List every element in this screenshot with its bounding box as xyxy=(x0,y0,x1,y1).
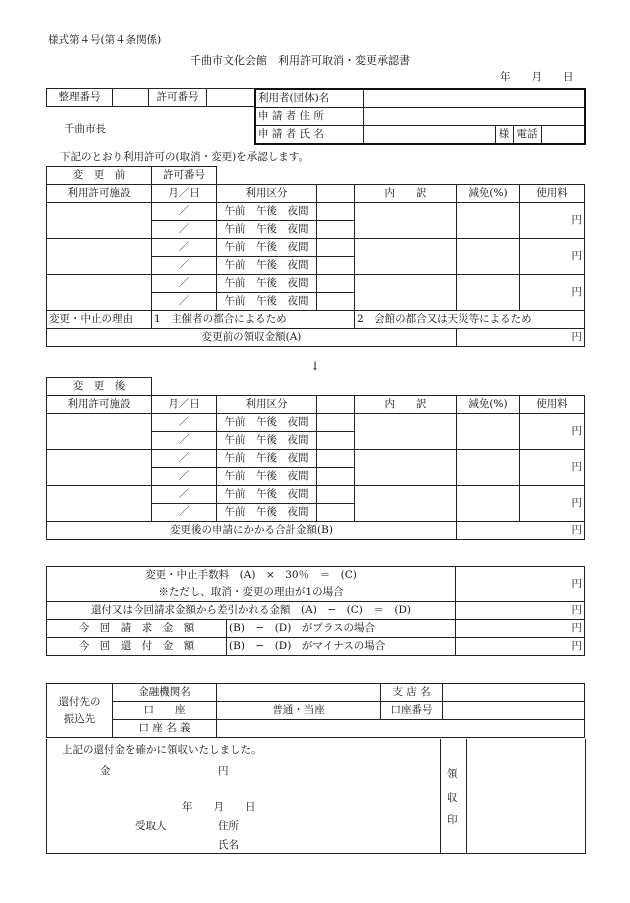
after-total-label: 変更後の申請にかかる合計金額(B) xyxy=(47,522,457,540)
reduction-field[interactable] xyxy=(457,450,520,486)
claim-formula: (B) − (D) がプラスの場合 xyxy=(227,620,456,638)
facility-field[interactable] xyxy=(47,486,152,522)
seiri-value-field[interactable] xyxy=(113,89,149,107)
reason-option-1[interactable]: 1 主催者の都合によるため xyxy=(152,311,355,329)
bank-name-field[interactable] xyxy=(217,684,381,702)
return-label: 今 回 還 付 金 額 xyxy=(47,638,227,656)
reason-label: 変更・中止の理由 xyxy=(47,311,152,329)
date-slash: ／ xyxy=(152,414,217,432)
fee-yen: 円 xyxy=(520,486,585,522)
phone-label: 電話 xyxy=(513,126,541,145)
sama-label: 様 xyxy=(495,126,513,145)
reduction-field[interactable] xyxy=(457,414,520,450)
receiver-address-label: 住所 xyxy=(218,820,239,832)
periods: 午前 午後 夜間 xyxy=(217,275,317,293)
col-reduction: 減免(%) xyxy=(457,396,520,414)
facility-field[interactable] xyxy=(47,203,152,239)
periods: 午前 午後 夜間 xyxy=(217,221,317,239)
facility-field[interactable] xyxy=(47,414,152,450)
seal-char-3: 印 xyxy=(447,814,458,826)
account-holder-label: 口 座 名 義 xyxy=(113,720,217,738)
dest-label-1: 還付先の xyxy=(58,695,101,708)
claim-yen: 円 xyxy=(456,620,585,638)
bank-table xyxy=(46,683,585,738)
receipt-text: 上記の還付金を確かに領収いたしました。 xyxy=(62,744,262,756)
detail-field[interactable] xyxy=(355,414,457,450)
date-slash: ／ xyxy=(152,221,217,239)
facility-field[interactable] xyxy=(47,450,152,486)
date-slash: ／ xyxy=(152,239,217,257)
form-number: 様式第４号(第４条関係) xyxy=(48,34,162,46)
date-slash: ／ xyxy=(152,486,217,504)
receipt-yen: 円 xyxy=(218,765,229,777)
date-slash: ／ xyxy=(152,450,217,468)
reduction-field[interactable] xyxy=(457,203,520,239)
before-label: 変 更 前 xyxy=(47,167,152,185)
calc-table xyxy=(46,566,585,656)
col-fee: 使用料 xyxy=(520,396,585,414)
col-division: 利用区分 xyxy=(217,396,317,414)
applicant-address-label: 申 請 者 住 所 xyxy=(255,108,363,126)
reason-option-2[interactable]: 2 会館の都合又は天災等によるため xyxy=(355,311,585,329)
fee-yen: 円 xyxy=(520,239,585,275)
periods: 午前 午後 夜間 xyxy=(217,239,317,257)
col-facility: 利用許可施設 xyxy=(47,185,152,203)
branch-label: 支 店 名 xyxy=(381,684,443,702)
applicant-name-field[interactable] xyxy=(363,126,495,145)
fee-note: ※ただし、取消・変更の理由が1の場合 xyxy=(47,584,456,602)
fee-yen: 円 xyxy=(456,567,585,602)
date-slash: ／ xyxy=(152,504,217,522)
col-date: 月／日 xyxy=(152,396,217,414)
seal-area[interactable] xyxy=(466,739,583,853)
facility-field[interactable] xyxy=(47,239,152,275)
col-detail: 内 訳 xyxy=(355,396,457,414)
applicant-name-label: 申 請 者 氏 名 xyxy=(255,126,363,145)
receiver-name-label: 氏名 xyxy=(218,839,239,851)
account-no-label: 口座番号 xyxy=(381,702,443,720)
receipt-kin: 金 xyxy=(100,765,111,777)
reduction-field[interactable] xyxy=(457,239,520,275)
date-slash: ／ xyxy=(152,468,217,486)
fee-yen: 円 xyxy=(520,414,585,450)
bank-name-label: 金融機関名 xyxy=(113,684,217,702)
receipt-date: 年 月 日 xyxy=(182,801,256,813)
detail-field[interactable] xyxy=(355,275,457,311)
dest-label-2: 振込先 xyxy=(63,712,96,725)
fee-line: 変更・中止手数料 (A) × 30％ ＝ (C) xyxy=(47,567,456,585)
reduction-field[interactable] xyxy=(457,486,520,522)
col-facility: 利用許可施設 xyxy=(47,396,152,414)
seal-char-1: 領 xyxy=(447,768,458,780)
account-holder-field[interactable] xyxy=(217,720,585,738)
periods: 午前 午後 夜間 xyxy=(217,504,317,522)
refund-yen: 円 xyxy=(456,602,585,620)
col-reduction: 減免(%) xyxy=(457,185,520,203)
kyoka-label: 許可番号 xyxy=(149,89,207,107)
date-slash: ／ xyxy=(152,293,217,311)
periods: 午前 午後 夜間 xyxy=(217,414,317,432)
return-formula: (B) − (D) がマイナスの場合 xyxy=(227,638,456,656)
phone-field[interactable] xyxy=(541,126,585,145)
fee-yen: 円 xyxy=(520,203,585,239)
before-table xyxy=(46,166,585,347)
date-slash: ／ xyxy=(152,275,217,293)
after-label: 変 更 後 xyxy=(47,378,152,396)
reduction-field[interactable] xyxy=(457,275,520,311)
col-division: 利用区分 xyxy=(217,185,317,203)
detail-field[interactable] xyxy=(355,450,457,486)
claim-label: 今 回 請 求 金 額 xyxy=(47,620,227,638)
refund-line: 還付又は今回請求金額から差引かれる金額 (A) − (C) ＝ (D) xyxy=(47,602,456,620)
return-yen: 円 xyxy=(456,638,585,656)
periods: 午前 午後 夜間 xyxy=(217,203,317,221)
dest-label xyxy=(47,684,113,738)
col-detail: 内 訳 xyxy=(355,185,457,203)
issue-date: 年 月 日 xyxy=(500,71,574,83)
detail-field[interactable] xyxy=(355,239,457,275)
date-slash: ／ xyxy=(152,432,217,450)
date-slash: ／ xyxy=(152,203,217,221)
periods: 午前 午後 夜間 xyxy=(217,450,317,468)
number-table xyxy=(46,88,255,107)
periods: 午前 午後 夜間 xyxy=(217,257,317,275)
page-title: 千曲市文化会館 利用許可取消・変更承認書 xyxy=(190,54,410,67)
date-slash: ／ xyxy=(152,257,217,275)
applicant-address-field[interactable] xyxy=(363,108,585,126)
periods: 午前 午後 夜間 xyxy=(217,293,317,311)
seiri-label: 整理番号 xyxy=(47,89,113,107)
applicant-table xyxy=(254,88,586,145)
user-group-field[interactable] xyxy=(363,89,585,108)
col-fee: 使用料 xyxy=(520,185,585,203)
periods: 午前 午後 夜間 xyxy=(217,486,317,504)
facility-field[interactable] xyxy=(47,275,152,311)
receiver-label: 受取人 xyxy=(135,820,167,832)
periods: 午前 午後 夜間 xyxy=(217,432,317,450)
detail-field[interactable] xyxy=(355,203,457,239)
recipient: 千曲市長 xyxy=(64,123,106,135)
after-table xyxy=(46,377,585,540)
before-total-yen: 円 xyxy=(457,329,585,347)
account-no-field[interactable] xyxy=(443,702,585,720)
before-kyoka-label: 許可番号 xyxy=(152,167,217,185)
fee-yen: 円 xyxy=(520,450,585,486)
user-group-label: 利用者(団体)名 xyxy=(255,89,363,108)
kyoka-value-field[interactable] xyxy=(207,89,255,107)
down-arrow-icon: ↓ xyxy=(310,359,321,373)
detail-field[interactable] xyxy=(355,486,457,522)
col-date: 月／日 xyxy=(152,185,217,203)
after-total-yen: 円 xyxy=(457,522,585,540)
before-total-label: 変更前の領収金額(A) xyxy=(47,329,457,347)
branch-field[interactable] xyxy=(443,684,585,702)
periods: 午前 午後 夜間 xyxy=(217,468,317,486)
account-label: 口 座 xyxy=(113,702,217,720)
seal-char-2: 収 xyxy=(447,792,458,804)
intro-text: 下記のとおり利用許可の(取消・変更)を承認します。 xyxy=(60,151,309,163)
account-type[interactable]: 普通・当座 xyxy=(217,702,381,720)
fee-yen: 円 xyxy=(520,275,585,311)
